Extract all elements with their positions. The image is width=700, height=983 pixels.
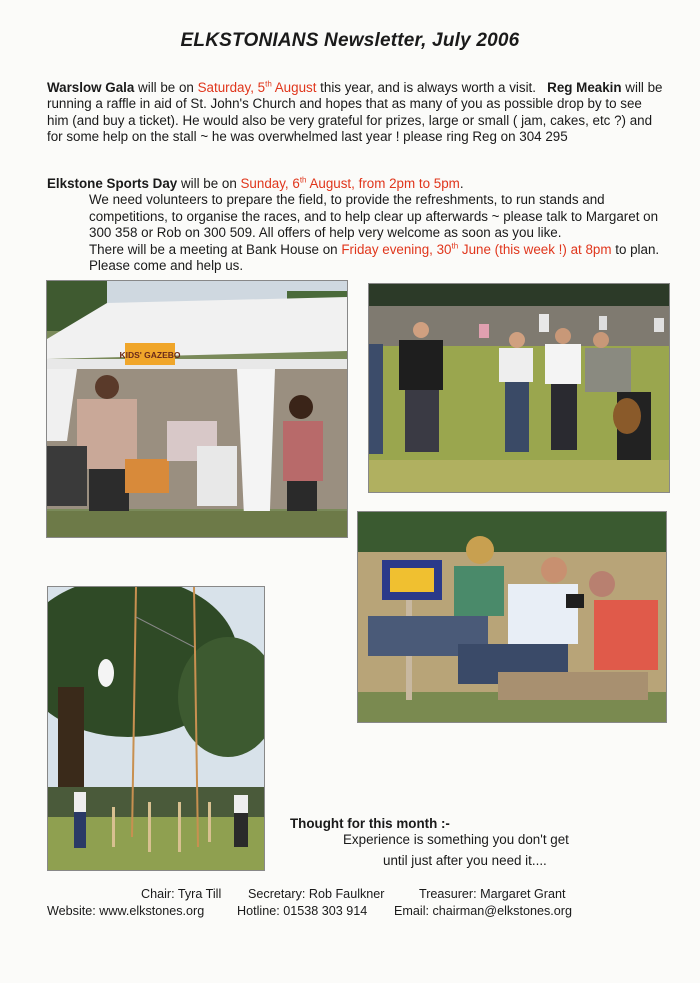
sports-name: Elkstone Sports Day <box>47 176 178 191</box>
thought-line-1: Experience is something you don't get <box>343 832 569 847</box>
footer-website: Website: www.elkstones.org <box>47 904 205 918</box>
photo-spectators <box>357 511 667 723</box>
footer-email: Email: chairman@elkstones.org <box>394 904 572 918</box>
newsletter-title: ELKSTONIANS Newsletter, July 2006 <box>180 30 520 51</box>
photo-trees-balloon-image <box>48 587 264 870</box>
photo-field-game <box>368 283 670 493</box>
sports-meeting-text: There will be a meeting at Bank House on Friday evening, 30th June (this week !) at 8pm to plan. Please come and help us. <box>89 241 660 274</box>
gala-text-3: will be running a raffle in aid of St. John's Church and hopes that as many of you as possible drop by to see him (and buy a ticket). He would also be very grateful for prizes, large or small ( jam, cakes, etc ?) and for some help on the stall ~ he was overwhelmed last year ! please ring Reg on 304 295 <box>47 80 663 145</box>
gazebo-sign-text: KIDS' GAZEBO <box>119 350 181 360</box>
gala-text-2: this year, and is always worth a visit. <box>316 80 536 95</box>
photo-spectators-image <box>358 512 666 722</box>
gala-text-1: will be on <box>134 80 198 95</box>
sports-text-1: will be on <box>177 176 241 191</box>
thought-heading: Thought for this month :- <box>290 816 450 831</box>
photo-field-game-image <box>369 284 669 492</box>
footer-chair: Chair: Tyra Till <box>141 887 222 901</box>
sports-volunteers-text: We need volunteers to prepare the field, to provide the refreshments, to run stands and competitions, to organise the races, and to help clear up afterwards ~ please talk to Margaret on 300 358 or Rob on 300 509. All offers of help very welcome as soon as you like. <box>89 192 659 241</box>
photo-trees-balloon <box>47 586 265 871</box>
gala-person: Reg Meakin <box>547 80 622 95</box>
thought-line-2: until just after you need it.... <box>383 853 547 868</box>
meeting-date: Friday evening, 30th June (this week !) at 8pm <box>341 241 612 257</box>
sports-text-2: . <box>459 176 464 191</box>
sports-date: Sunday, 6th August, from 2pm to 5pm <box>240 175 460 191</box>
sports-paragraph <box>47 176 667 274</box>
gala-paragraph <box>47 80 667 146</box>
photo-kids-gazebo <box>46 280 348 538</box>
photo-kids-gazebo-image <box>47 281 347 537</box>
gala-name: Warslow Gala <box>47 80 135 95</box>
footer-hotline: Hotline: 01538 303 914 <box>237 904 368 918</box>
footer-secretary: Secretary: Rob Faulkner <box>248 887 385 901</box>
footer-treasurer: Treasurer: Margaret Grant <box>419 887 566 901</box>
gala-date: Saturday, 5th August <box>197 79 317 95</box>
